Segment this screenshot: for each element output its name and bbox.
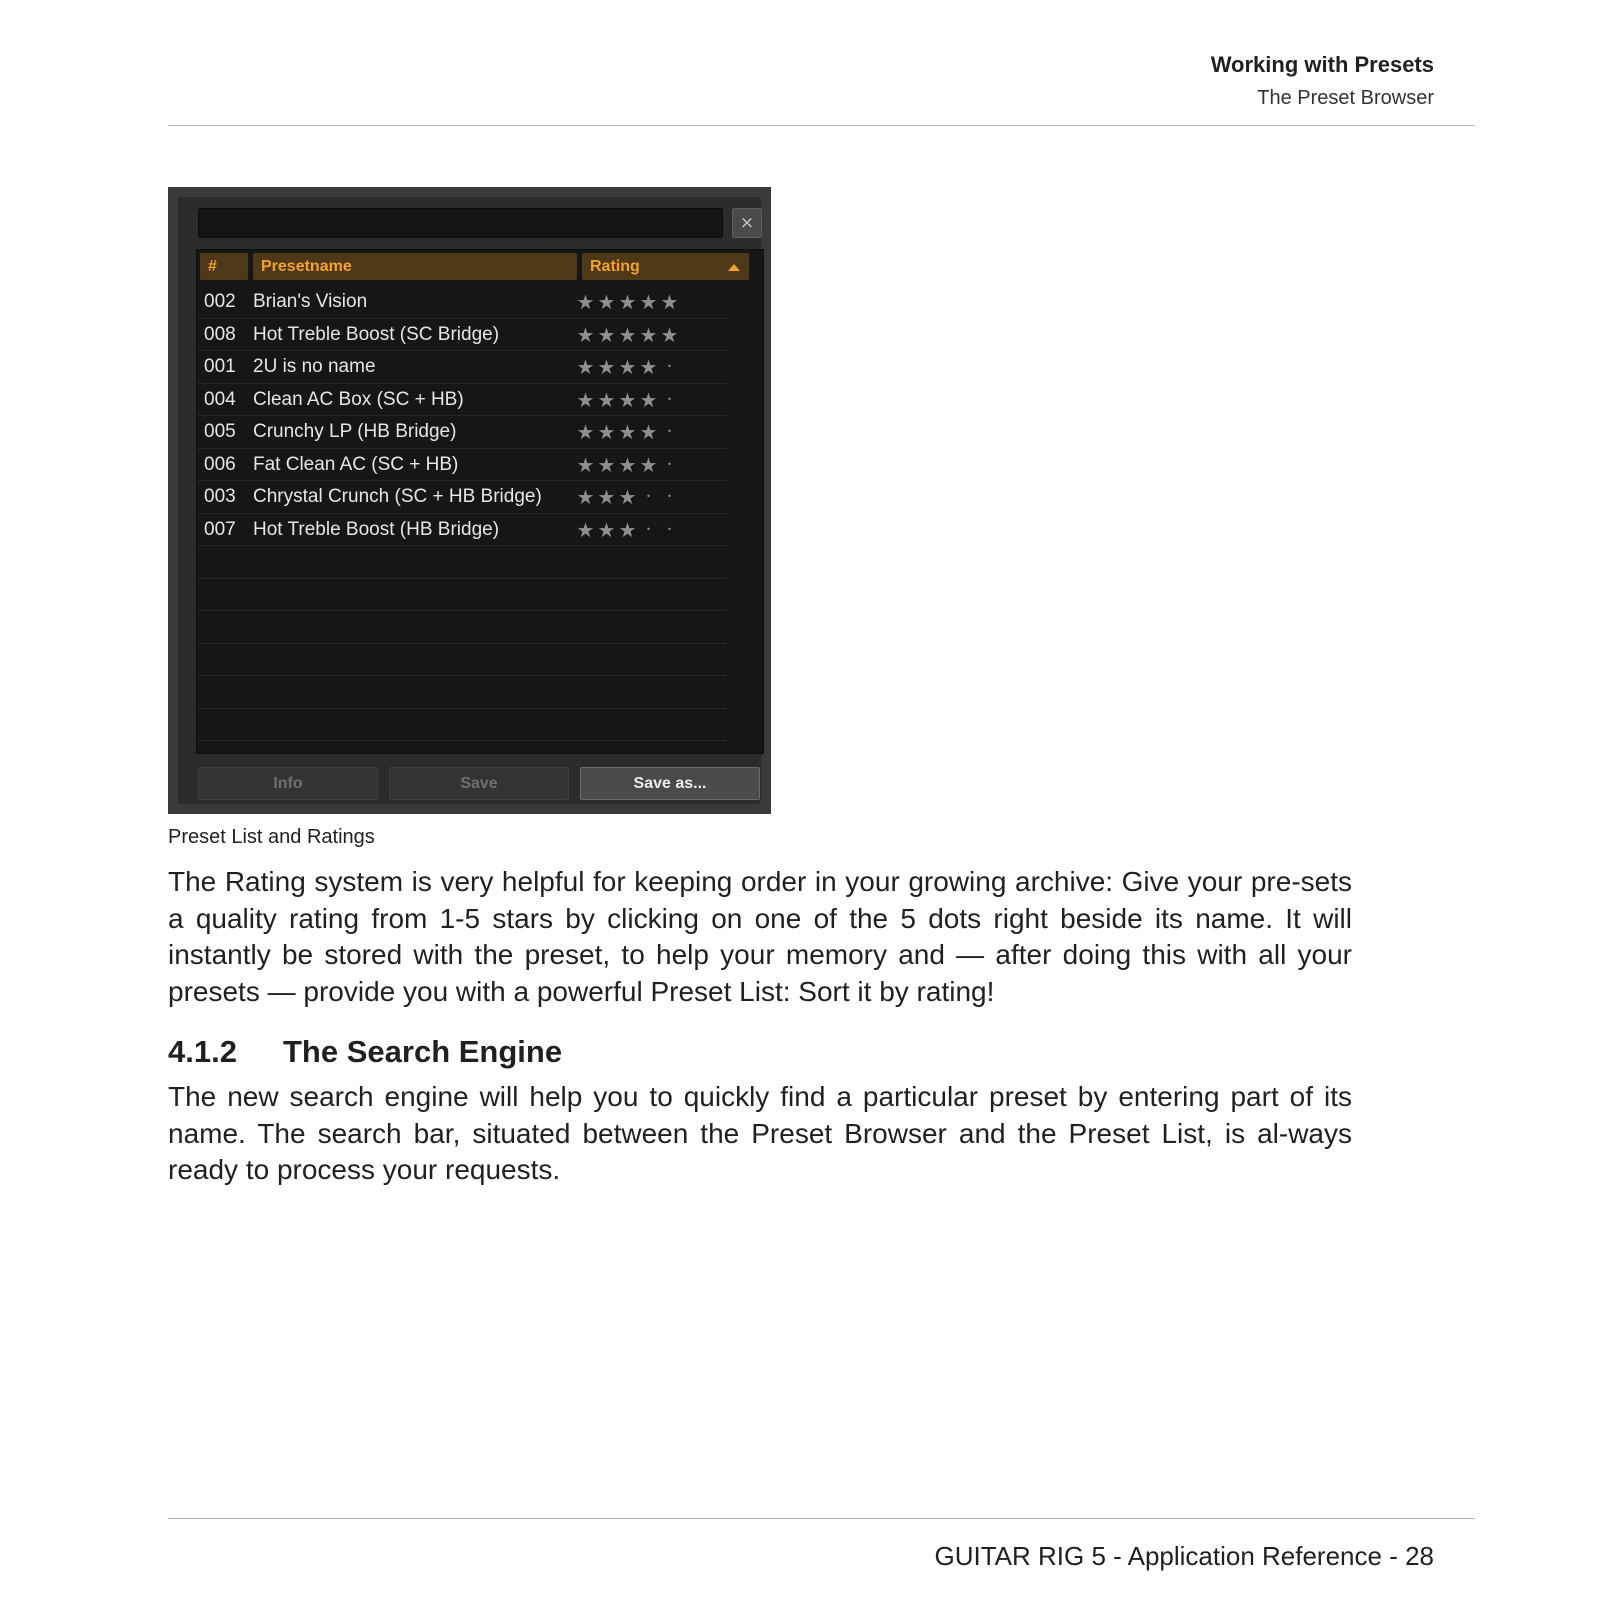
rating-stars: [575, 286, 680, 318]
star-icon[interactable]: ★: [597, 355, 616, 379]
info-button[interactable]: [198, 767, 378, 800]
body-paragraph-rating: The Rating system is very helpful for keeping order in your growing archive: Give your pre-sets a quality rating from 1-5 stars by clicking on one of the 5 dots right beside its name. It will instantly be stored with the preset, to help your memory and — after doing this with all your presets — provide you with a powerful Preset List: Sort it by rating!: [168, 866, 1352, 1007]
column-header-number-label: #: [208, 258, 217, 275]
preset-number: 005: [204, 421, 236, 442]
star-icon[interactable]: ★: [576, 517, 595, 542]
section-number: 4.1.2: [168, 1034, 237, 1069]
star-icon[interactable]: ★: [597, 517, 616, 542]
column-header-rating[interactable]: [582, 253, 749, 280]
rating-dot-icon[interactable]: •: [667, 459, 672, 469]
star-icon[interactable]: ★: [618, 420, 637, 444]
rating-dot-icon[interactable]: •: [667, 362, 672, 371]
empty-row: [197, 741, 727, 754]
rating-stars: [575, 351, 680, 383]
header-rule: [168, 125, 1475, 126]
star-icon[interactable]: ★: [639, 322, 658, 347]
preset-name: 2U is no name: [253, 356, 376, 377]
preset-row[interactable]: [197, 286, 727, 319]
figure-caption: Preset List and Ratings: [168, 826, 375, 848]
star-icon[interactable]: ★: [618, 485, 637, 509]
star-icon[interactable]: ★: [597, 420, 616, 444]
rating-dot-icon[interactable]: •: [646, 524, 651, 534]
save-as-button-label: Save as...: [633, 775, 707, 792]
body-paragraph-search: The new search engine will help you to quickly find a particular preset by entering part of its name. The search bar, situated between the Preset Browser and the Preset List, is al-ways ready to process your requests.: [168, 1081, 1352, 1185]
rating-dot-icon[interactable]: •: [667, 492, 672, 501]
preset-number: 008: [204, 323, 236, 345]
rating-dot-icon[interactable]: •: [646, 492, 651, 501]
star-icon[interactable]: ★: [639, 290, 658, 314]
preset-row[interactable]: [197, 514, 727, 547]
preset-name: Chrystal Crunch (SC + HB Bridge): [253, 486, 542, 507]
star-icon[interactable]: ★: [597, 452, 616, 477]
rating-stars: [575, 449, 680, 481]
rating-dot-icon[interactable]: •: [667, 394, 672, 404]
preset-row[interactable]: [197, 351, 727, 384]
rating-stars: [575, 416, 680, 448]
star-icon[interactable]: ★: [597, 290, 616, 314]
star-icon[interactable]: ★: [618, 517, 637, 542]
preset-number: 002: [204, 291, 236, 312]
star-icon[interactable]: ★: [660, 290, 679, 314]
preset-name: Brian's Vision: [253, 291, 368, 312]
preset-number: 004: [204, 388, 236, 410]
preset-name: Hot Treble Boost (SC Bridge): [253, 323, 500, 345]
star-icon[interactable]: ★: [618, 452, 637, 477]
column-header-presetname-label: Presetname: [261, 258, 352, 275]
preset-list-screenshot: [168, 187, 771, 814]
save-button[interactable]: [389, 767, 569, 800]
info-button-label: Info: [273, 775, 303, 792]
clear-search-button[interactable]: [732, 208, 762, 238]
column-header-rating-label: Rating: [590, 258, 640, 275]
star-icon[interactable]: ★: [597, 322, 616, 347]
column-header-presetname[interactable]: [253, 253, 577, 280]
preset-number: 006: [204, 453, 236, 475]
star-icon[interactable]: ★: [660, 322, 679, 347]
star-icon[interactable]: ★: [576, 420, 595, 444]
preset-name: Fat Clean AC (SC + HB): [253, 453, 459, 475]
preset-name: Crunchy LP (HB Bridge): [253, 421, 457, 442]
page-footer: GUITAR RIG 5 - Application Reference - 28: [934, 1541, 1434, 1571]
save-button-label: Save: [460, 775, 498, 792]
star-icon[interactable]: ★: [618, 322, 637, 347]
save-as-button[interactable]: [580, 767, 760, 800]
rating-stars: [575, 319, 680, 351]
star-icon[interactable]: ★: [639, 355, 658, 379]
star-icon[interactable]: ★: [639, 420, 658, 444]
preset-number: 003: [204, 486, 236, 507]
star-icon[interactable]: ★: [618, 355, 637, 379]
rating-stars: [575, 481, 680, 513]
rating-dot-icon[interactable]: •: [667, 427, 672, 436]
preset-name: Hot Treble Boost (HB Bridge): [253, 518, 500, 540]
star-icon[interactable]: ★: [639, 452, 658, 477]
star-icon[interactable]: ★: [576, 290, 595, 314]
preset-row[interactable]: [197, 319, 727, 352]
preset-row[interactable]: [197, 449, 727, 482]
section-title: The Search Engine: [283, 1034, 563, 1069]
footer-rule: [168, 1518, 1475, 1519]
header-subtitle: The Preset Browser: [1257, 87, 1434, 109]
star-icon[interactable]: ★: [576, 387, 595, 412]
rating-dot-icon[interactable]: •: [667, 524, 672, 534]
empty-row: [197, 676, 727, 709]
search-input[interactable]: [198, 208, 723, 238]
preset-number: 001: [204, 356, 236, 377]
column-header-number[interactable]: [200, 253, 248, 280]
empty-row: [197, 579, 727, 612]
star-icon[interactable]: ★: [576, 485, 595, 509]
empty-row: [197, 611, 727, 644]
star-icon[interactable]: ★: [618, 387, 637, 412]
empty-row: [197, 709, 727, 742]
star-icon[interactable]: ★: [576, 355, 595, 379]
sort-ascending-icon: [728, 264, 740, 271]
empty-row: [197, 546, 727, 579]
preset-row[interactable]: [197, 416, 727, 449]
header-title: Working with Presets: [1210, 52, 1434, 77]
preset-number: 007: [204, 518, 236, 540]
star-icon[interactable]: ★: [639, 387, 658, 412]
star-icon[interactable]: ★: [597, 485, 616, 509]
preset-list: [196, 249, 764, 754]
preset-row[interactable]: [197, 481, 727, 514]
preset-name: Clean AC Box (SC + HB): [253, 388, 464, 410]
rating-stars: [575, 384, 680, 416]
empty-row: [197, 644, 727, 677]
star-icon[interactable]: ★: [618, 290, 637, 314]
close-icon: ×: [739, 213, 755, 233]
section-heading: [168, 1034, 562, 1070]
preset-panel: [178, 197, 761, 804]
preset-row[interactable]: [197, 384, 727, 417]
star-icon[interactable]: ★: [576, 452, 595, 477]
star-icon[interactable]: ★: [576, 322, 595, 347]
star-icon[interactable]: ★: [597, 387, 616, 412]
rating-stars: [575, 514, 680, 546]
preset-rows: [197, 286, 727, 754]
